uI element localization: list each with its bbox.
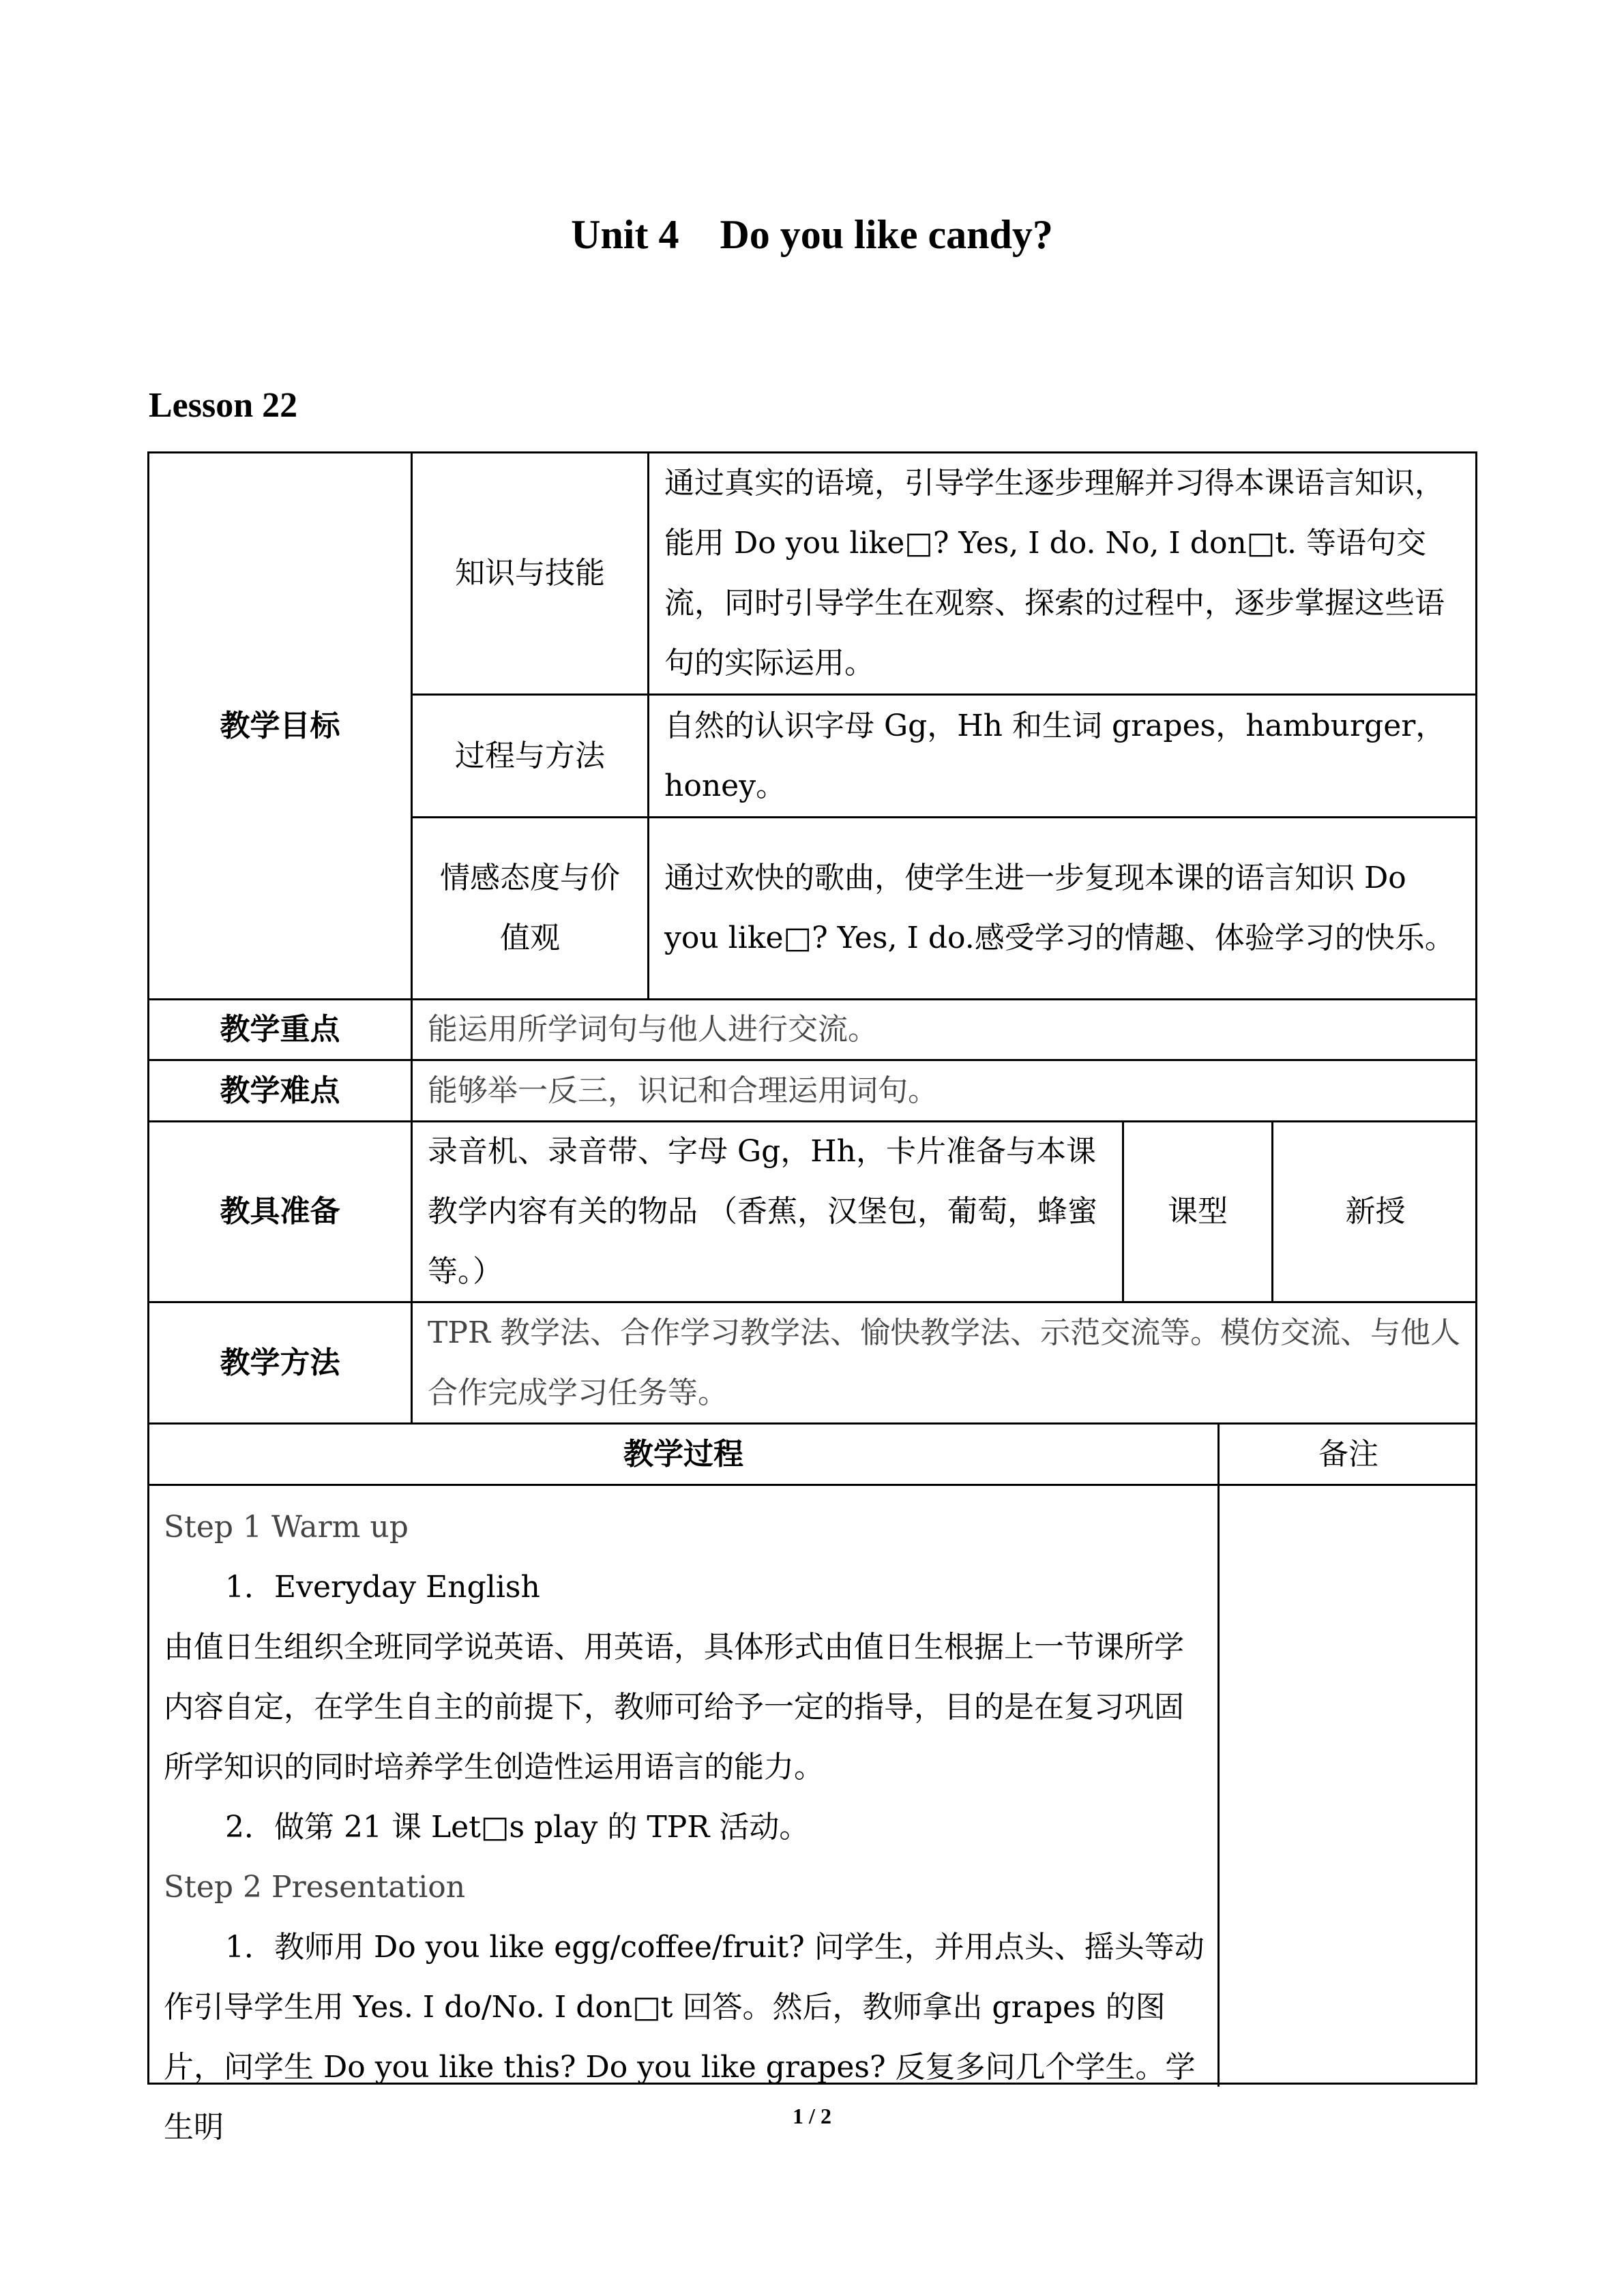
key-points-content: 能运用所学词句与他人进行交流。 bbox=[428, 1012, 878, 1047]
notes-header: 备注 bbox=[1318, 1436, 1378, 1472]
lesson-type-value: 新授 bbox=[1345, 1194, 1406, 1229]
methods-label: 教学方法 bbox=[220, 1345, 340, 1380]
objective-attitude-content: 通过欢快的歌曲，使学生进一步复现本课的语言知识 Do you like□? Yes, I do.感受学习的情趣、体验学习的快乐。 bbox=[664, 861, 1455, 955]
step2-item1: 1．教师用 Do you like egg/coffee/fruit? 问学生，并用点头、摇头等动作引导学生用 Yes. I do/No. I don□t 回答。然后，教师拿出 grapes 的图片，问学生 Do you like this? Do you like grapes? 反复多问几个学生。学生明 bbox=[164, 1930, 1205, 2145]
objectives-label: 教学目标 bbox=[220, 708, 340, 743]
unit-label: Unit 4 bbox=[571, 212, 679, 257]
difficulties-label: 教学难点 bbox=[220, 1073, 340, 1108]
page-title bbox=[0, 211, 1624, 258]
key-points-label: 教学重点 bbox=[220, 1012, 340, 1047]
objective-knowledge-content: 通过真实的语境，引导学生逐步理解并习得本课语言知识，能用 Do you like□? Yes, I do. No, I don□t. 等语句交流，同时引导学生在观察、探索的过程中，逐步掌握这些语句的实际运用。 bbox=[664, 466, 1445, 681]
lesson-type-label: 课型 bbox=[1168, 1194, 1228, 1229]
objective-process-label: 过程与方法 bbox=[455, 738, 605, 773]
methods-content: TPR 教学法、合作学习教学法、愉快教学法、示范交流等。模仿交流、与他人合作完成学习任务等。 bbox=[428, 1315, 1461, 1410]
objective-attitude-label: 情感态度与价值观 bbox=[440, 861, 620, 955]
objective-process-content: 自然的认识字母 Gg，Hh 和生词 grapes，hamburger，honey。 bbox=[664, 708, 1446, 803]
lesson-heading: Lesson 22 bbox=[149, 386, 298, 425]
materials-content: 录音机、录音带、字母 Gg，Hh，卡片准备与本课教学内容有关的物品 （香蕉，汉堡包，葡萄，蜂蜜等。） bbox=[428, 1134, 1097, 1289]
difficulties-content: 能够举一反三，识记和合理运用词句。 bbox=[428, 1073, 938, 1108]
objective-knowledge-label: 知识与技能 bbox=[455, 556, 605, 591]
materials-label: 教具准备 bbox=[220, 1194, 340, 1229]
process-header: 教学过程 bbox=[623, 1436, 743, 1472]
step1-item1: 1．Everyday English bbox=[225, 1570, 540, 1605]
page-number: 1 / 2 bbox=[793, 2104, 831, 2128]
step1-item2: 2．做第 21 课 Let□s play 的 TPR 活动。 bbox=[225, 1810, 810, 1845]
step1-title: Step 1 Warm up bbox=[164, 1510, 409, 1545]
step1-text: 由值日生组织全班同学说英语、用英语，具体形式由值日生根据上一节课所学内容自定，在学生自主的前提下，教师可给予一定的指导，目的是在复习巩固所学知识的同时培养学生创造性运用语言的能力。 bbox=[164, 1630, 1184, 1785]
unit-question: Do you like candy? bbox=[720, 212, 1053, 257]
step2-title: Step 2 Presentation bbox=[164, 1870, 466, 1905]
